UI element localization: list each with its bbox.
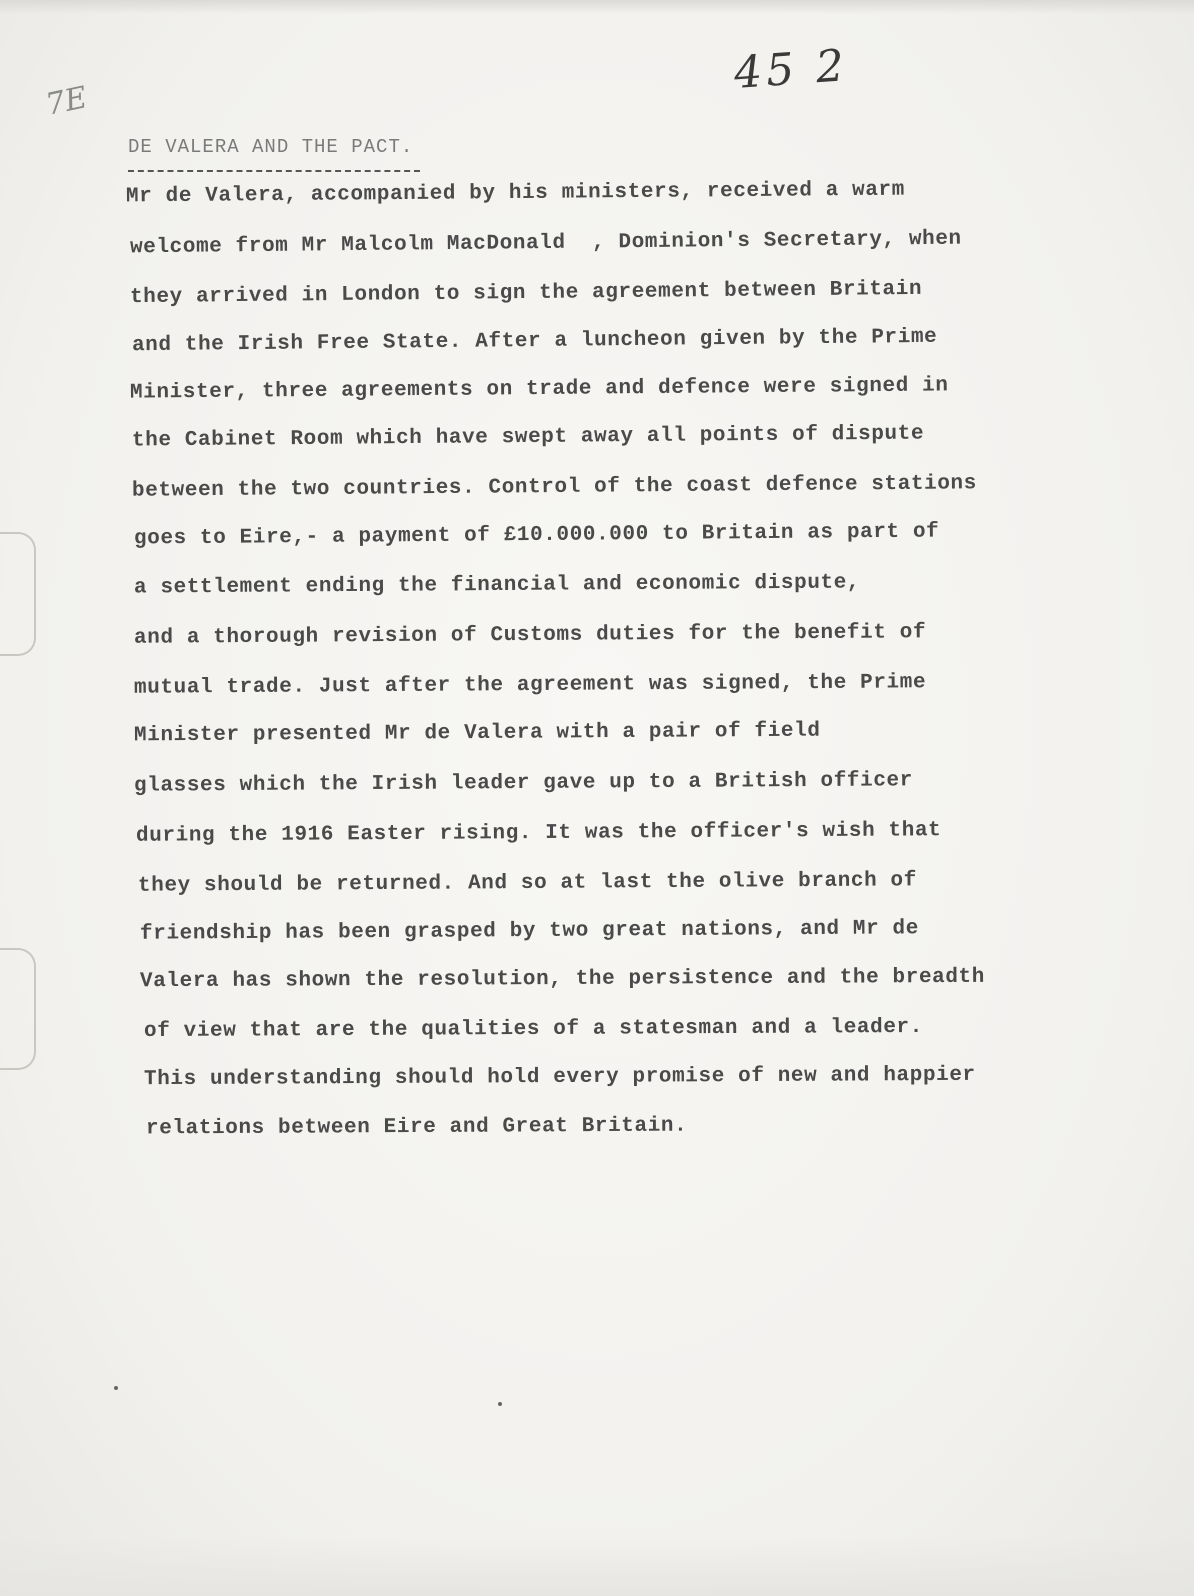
paragraph-line: Valera has shown the resolution, the persistence and the breadth xyxy=(139,965,985,994)
paragraph-line: a settlement ending the financial and economic dispute, xyxy=(133,571,861,600)
paragraph-line: Minister, three agreements on trade and defence were signed in xyxy=(129,374,949,405)
paragraph-line: This understanding should hold every promise of new and happier xyxy=(143,1063,976,1092)
paragraph-line: and the Irish Free State. After a luncheon given by the Prime xyxy=(131,325,938,358)
binder-hole-top xyxy=(0,532,36,656)
document-title: DE VALERA AND THE PACT. xyxy=(128,136,414,158)
scan-speck xyxy=(498,1402,502,1406)
paragraph-line: Mr de Valera, accompanied by his ministers, received a warm xyxy=(125,178,906,209)
title-underline xyxy=(128,170,420,172)
paragraph-line: mutual trade. Just after the agreement was signed, the Prime xyxy=(133,671,927,700)
handwritten-page-number: 45 2 xyxy=(732,40,850,99)
paragraph-line: of view that are the qualities of a statesman and a leader. xyxy=(143,1015,923,1044)
handwritten-margin-note: 7E xyxy=(42,80,91,123)
paragraph-line: Minister presented Mr de Valera with a pair of field xyxy=(133,719,821,748)
paragraph-line: glasses which the Irish leader gave up to a British officer xyxy=(133,769,913,798)
paragraph-line: during the 1916 Easter rising. It was the officer's wish that xyxy=(135,819,942,848)
paragraph-line: relations between Eire and Great Britain. xyxy=(145,1114,688,1141)
paragraph-line: the Cabinet Room which have swept away all points of dispute xyxy=(131,422,925,453)
paragraph-line: between the two countries. Control of the coast defence stations xyxy=(131,472,978,503)
paragraph-line: welcome from Mr Malcolm MacDonald , Dominion's Secretary, when xyxy=(129,227,962,260)
scan-top-shadow xyxy=(0,0,1194,14)
paragraph-line: goes to Eire,- a payment of £10.000.000 to Britain as part of xyxy=(133,520,940,551)
paragraph-line: they should be returned. And so at last the olive branch of xyxy=(137,869,917,898)
paragraph-line: and a thorough revision of Customs duties for the benefit of xyxy=(133,621,927,650)
paragraph-line: friendship has been grasped by two great nations, and Mr de xyxy=(139,917,919,946)
binder-hole-bottom xyxy=(0,948,36,1070)
paragraph-line: they arrived in London to sign the agreement between Britain xyxy=(129,277,923,310)
scan-bottom-shadow xyxy=(0,1536,1194,1596)
scan-speck xyxy=(114,1386,118,1390)
